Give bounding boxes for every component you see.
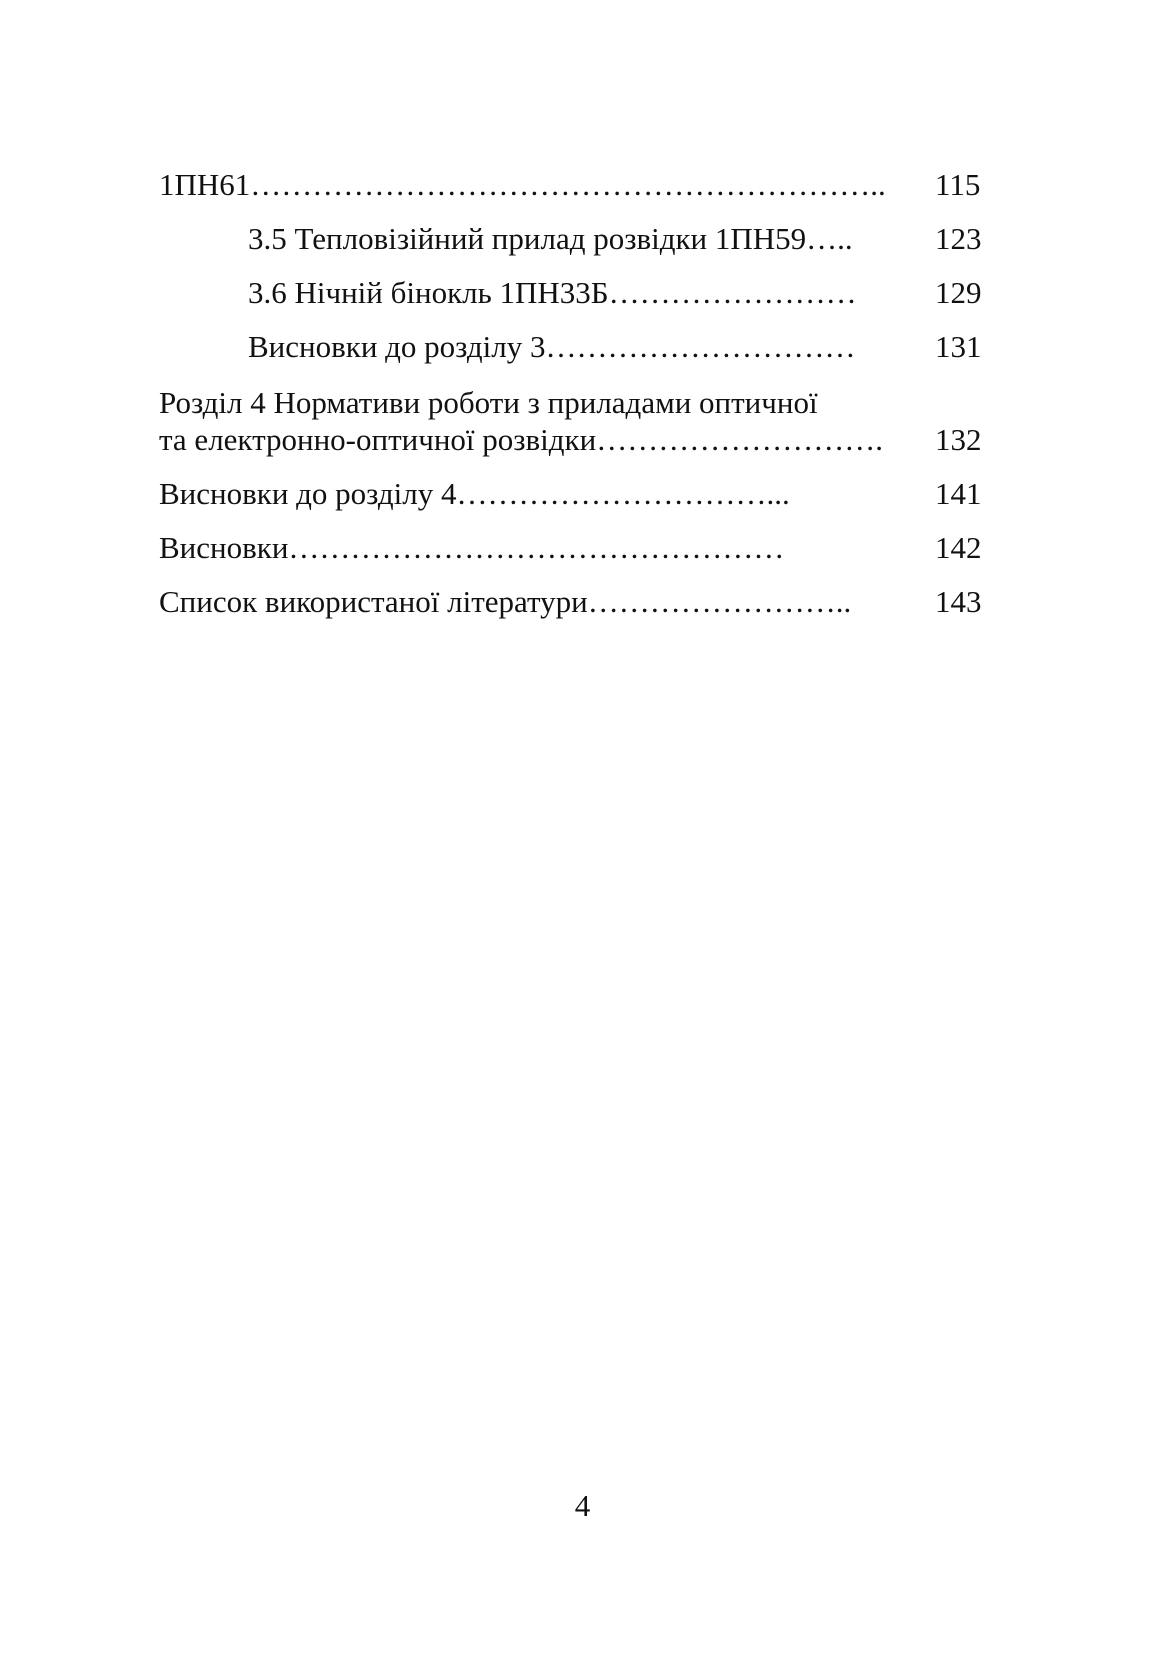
toc-entry: [248, 273, 989, 313]
toc-entry: [159, 474, 989, 514]
toc-entry: [159, 582, 989, 622]
toc-entry: [159, 420, 989, 460]
toc-entry-title: Розділ 4 Нормативи роботи з приладами оптичної: [159, 385, 818, 420]
toc-entry-title: 3.6 Нічній бінокль 1ПН33Б……………………: [248, 275, 857, 310]
toc-entry-title: Висновки до розділу 4…………………………...: [159, 476, 790, 511]
toc-entry-title: Висновки до розділу 3…………………………: [248, 329, 856, 364]
toc-entry-page: 131: [935, 329, 982, 364]
toc-entry-title: та електронно-оптичної розвідки……………………….: [159, 422, 883, 457]
toc-entry-page: 132: [935, 422, 982, 457]
toc-entry-title: 1ПН61……………………………………………………..: [159, 167, 886, 202]
toc-entry: [159, 165, 989, 205]
toc-entry-page: 142: [935, 530, 982, 565]
toc-entry: [159, 383, 989, 423]
page-number: 4: [574, 1488, 591, 1523]
toc-entry-page: 141: [935, 476, 982, 511]
toc-entry-page: 129: [935, 275, 982, 310]
toc-entry: [248, 327, 989, 367]
toc-entry-page: 143: [935, 584, 982, 619]
toc-entry-page: 115: [935, 167, 981, 202]
toc-entry: [159, 528, 989, 568]
toc-entry-page: 123: [935, 221, 982, 256]
toc-entry: [248, 219, 989, 259]
toc-entry-title: Список використаної літератури……………………..: [159, 584, 852, 619]
toc-entry-title: 3.5 Тепловізійний прилад розвідки 1ПН59…..: [248, 221, 853, 256]
toc-entry-title: Висновки…………………………………………: [159, 530, 785, 565]
